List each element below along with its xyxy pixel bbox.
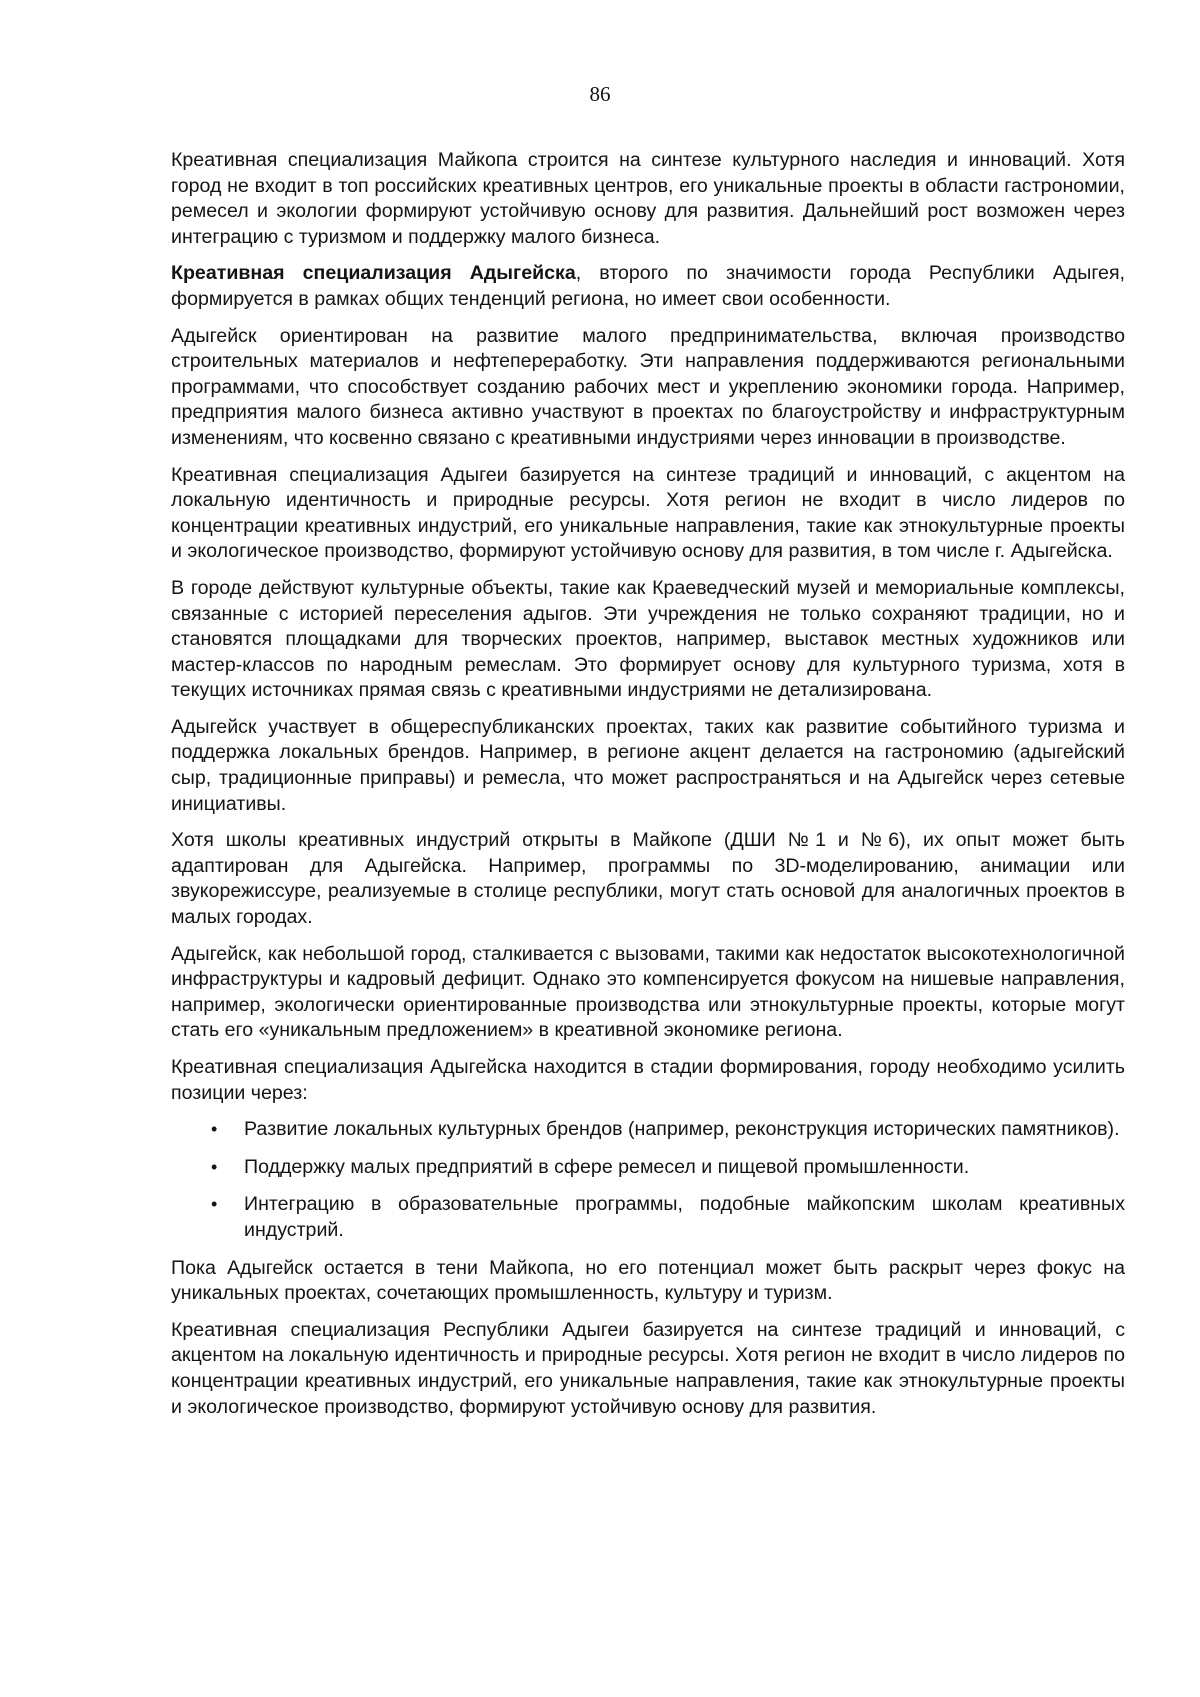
list-item-text: Поддержку малых предприятий в сфере ремесел и пищевой промышленности.: [244, 1155, 970, 1178]
list-item: [171, 1117, 1125, 1143]
list-item-text: Развитие локальных культурных брендов (например, реконструкция исторических памятников).: [244, 1118, 1120, 1141]
paragraph-small-business: Адыгейск ориентирован на развитие малого предпринимательства, включая производство строительных материалов и нефтепереработку. Эти направления поддерживаются региональными программами, что способствует созданию рабочих мест и укреплению экономики города. Например, предприятия малого бизнеса активно участвуют в проектах по благоустройству и инфраструктурным изменениям, что косвенно связано с креативными индустриями через инновации в производстве.: [171, 324, 1125, 449]
paragraph-cultural-objects: В городе действуют культурные объекты, такие как Краеведческий музей и мемориальные комплексы, связанные с историей переселения адыгов. Эти учреждения не только сохраняют традиции, но и становятся площадками для творческих проектов, например, выставок местных художников или мастер-классов по народным ремеслам. Это формирует основу для культурного туризма, хотя в текущих источниках прямая связь с креативными индустриями не детализирована.: [171, 576, 1125, 702]
paragraph-adygea-synthesis: Креативная специализация Адыгеи базируется на синтезе традиций и инноваций, с акцентом на локальную идентичность и природные ресурсы. Хотя регион не входит в число лидеров по концентрации креативных индустрий, его уникальные направления, такие как этнокультурные проекты и экологическое производство, формируют устойчивую основу для развития, в том числе г. Адыгейска.: [171, 463, 1125, 563]
bullet-icon: •: [211, 1119, 218, 1140]
bullet-list: [171, 1117, 1125, 1243]
bullet-icon: •: [211, 1156, 218, 1177]
list-item: [171, 1155, 1125, 1181]
paragraph-positions-intro: Креативная специализация Адыгейска находится в стадии формирования, городу необходимо усилить позиции через:: [171, 1056, 1125, 1104]
list-item-text: Интеграцию в образовательные программы, подобные майкопским школам креативных индустрий.: [244, 1193, 1125, 1241]
paragraph-republic-specialization: Креативная специализация Республики Адыгеи базируется на синтезе традиций и инноваций, с акцентом на локальную идентичность и природные ресурсы. Хотя регион не входит в число лидеров по концентрации креативных индустрий, его уникальные направления, такие как этнокультурные проекты и экологическое производство, формируют устойчивую основу для развития.: [171, 1318, 1125, 1418]
paragraph-lead-rest: , второго по значимости города Республики Адыгея, формируется в рамках общих тенденций региона, но имеет свои особенности.: [171, 262, 1125, 310]
document-body: [171, 148, 1125, 1431]
paragraph-potential: Пока Адыгейск остается в тени Майкопа, но его потенциал может быть раскрыт через фокус на уникальных проектах, сочетающих промышленность, культуру и туризм.: [171, 1256, 1125, 1305]
paragraph-maikop-summary: Креативная специализация Майкопа строится на синтезе культурного наследия и инноваций. Хотя город не входит в топ российских креативных центров, его уникальные проекты в области гастрономии, ремесел и экологии формируют устойчивую основу для развития. Дальнейший рост возможен через интеграцию с туризмом и поддержку малого бизнеса.: [171, 149, 1125, 248]
bullet-icon: •: [211, 1194, 218, 1215]
paragraph-creative-schools: Хотя школы креативных индустрий открыты в Майкопе (ДШИ №1 и №6), их опыт может быть адаптирован для Адыгейска. Например, программы по 3D-моделированию, анимации или звукорежиссуре, реализуемые в столице республики, могут стать основой для аналогичных проектов в малых городах.: [171, 829, 1125, 929]
paragraph-lead-bold: Креативная специализация Адыгейска: [171, 262, 576, 285]
list-item: [171, 1192, 1125, 1243]
paragraph-challenges: Адыгейск, как небольшой город, сталкивается с вызовами, такими как недостаток высокотехнологичной инфраструктуры и кадровый дефицит. Однако это компенсируется фокусом на нишевые направления, например, экологически ориентированные производства или этнокультурные проекты, которые могут стать его «уникальным предложением» в креативной экономике региона.: [171, 942, 1125, 1042]
paragraph-republic-projects: Адыгейск участвует в общереспубликанских проектах, таких как развитие событийного туризма и поддержка локальных брендов. Например, в регионе акцент делается на гастрономию (адыгейский сыр, традиционные приправы) и ремесла, что может распространяться и на Адыгейск через сетевые инициативы.: [171, 715, 1125, 815]
paragraph-adygeysk-intro: [171, 261, 1125, 312]
page-number: 86: [589, 82, 611, 106]
